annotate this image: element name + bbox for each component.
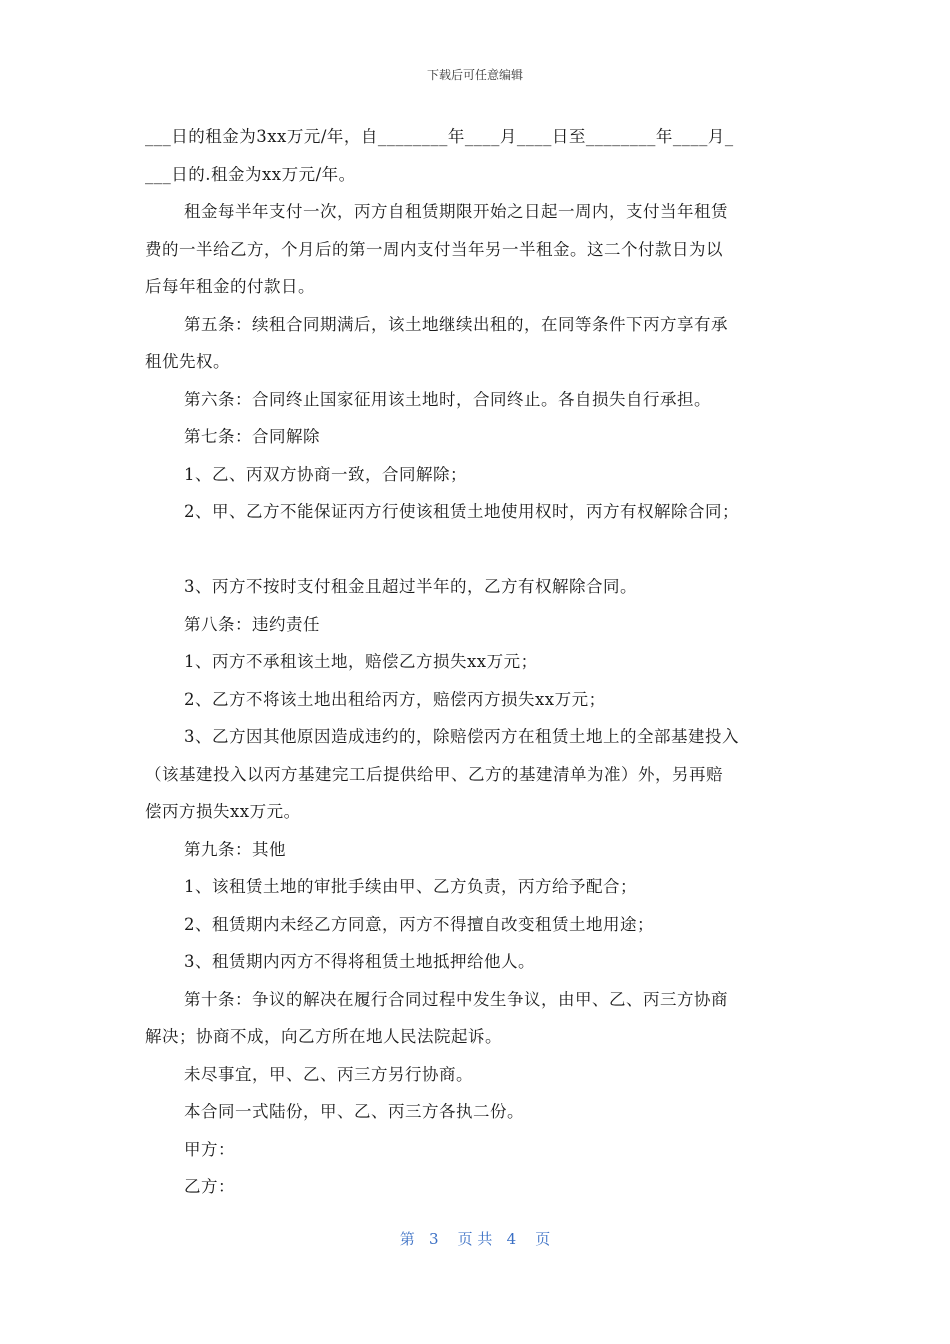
text-line: （该基建投入以丙方基建完工后提供给甲、乙方的基建清单为准）外，另再赔	[145, 764, 723, 784]
list-item: 2、乙方不将该土地出租给丙方，赔偿丙方损失xx万元；	[184, 689, 606, 709]
list-item: 1、该租赁土地的审批手续由甲、乙方负责，丙方给予配合；	[184, 877, 637, 896]
list-item: 1、丙方不承租该土地，赔偿乙方损失xx万元；	[184, 652, 538, 671]
text-line: 偿丙方损失xx万元。	[145, 802, 301, 821]
article-5: 第五条：续租合同期满后，该土地继续出租的，在同等条件下丙方享有承	[184, 314, 728, 334]
page-number: 第 3 页 共 4 页	[399, 1230, 551, 1248]
signature-party-b: 乙方：	[184, 1177, 235, 1196]
list-item: 2、租赁期内未经乙方同意，丙方不得擅自改变租赁土地用途；	[184, 914, 654, 934]
signature-party-a: 甲方：	[184, 1139, 235, 1159]
article-7-heading: 第七条：合同解除	[184, 427, 320, 446]
list-item: 3、乙方因其他原因造成违约的，除赔偿丙方在租赁土地上的全部基建投入	[184, 727, 739, 746]
article-8-heading: 第八条：违约责任	[184, 614, 320, 634]
text-line: ___日的租金为3xx万元/年，自________年____月____日至________年____月_	[145, 127, 734, 146]
header-note: 下载后可任意编辑	[426, 68, 523, 82]
text-line: 费的一半给乙方，个月后的第一周内支付当年另一半租金。这二个付款日为以	[145, 239, 723, 259]
text-line: 解决；协商不成，向乙方所在地人民法院起诉。	[145, 1027, 502, 1046]
paragraph: 未尽事宜，甲、乙、丙三方另行协商。	[184, 1064, 473, 1084]
blank-line	[145, 531, 805, 569]
list-item: 3、租赁期内丙方不得将租赁土地抵押给他人。	[184, 952, 535, 971]
paragraph-start: 租金每半年支付一次，丙方自租赁期限开始之日起一周内，支付当年租赁	[184, 202, 728, 221]
text-line: ___日的.租金为xx万元/年。	[145, 164, 356, 184]
list-item: 1、乙、丙双方协商一致，合同解除；	[184, 464, 467, 484]
text-line: 租优先权。	[145, 352, 230, 371]
text-line: 后每年租金的付款日。	[145, 277, 315, 296]
article-6: 第六条：合同终止国家征用该土地时，合同终止。各自损失自行承担。	[184, 389, 711, 409]
list-item: 2、甲、乙方不能保证丙方行使该租赁土地使用权时，丙方有权解除合同；	[184, 502, 739, 521]
paragraph: 本合同一式陆份，甲、乙、丙三方各执二份。	[184, 1102, 524, 1121]
article-10: 第十条：争议的解决在履行合同过程中发生争议，由甲、乙、丙三方协商	[184, 989, 728, 1009]
article-9-heading: 第九条：其他	[184, 839, 286, 859]
list-item: 3、丙方不按时支付租金且超过半年的，乙方有权解除合同。	[184, 577, 637, 596]
document-body	[145, 118, 805, 1206]
